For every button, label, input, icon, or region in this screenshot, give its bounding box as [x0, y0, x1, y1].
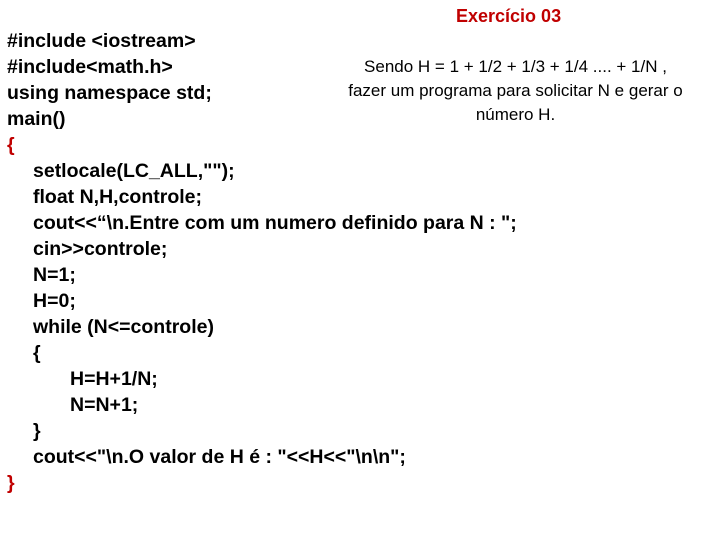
- code-line-cout-prompt: cout<<“\n.Entre com um numero definido para N : ";: [33, 212, 517, 234]
- code-line-include-math: #include<math.h>: [7, 56, 173, 78]
- description-line: número H.: [475, 105, 556, 124]
- code-line-cout-result: cout<<"\n.O valor de H é : "<<H<<"\n\n";: [33, 446, 406, 468]
- code-line-while-close-brace: }: [33, 420, 41, 442]
- code-line-while: while (N<=controle): [33, 316, 214, 338]
- code-line-open-brace: {: [7, 134, 15, 156]
- slide-title: Exercício 03: [456, 6, 562, 26]
- code-line-main: main(): [7, 108, 66, 130]
- code-line-float-decl: float N,H,controle;: [33, 186, 202, 208]
- code-line-h-init: H=0;: [33, 290, 76, 312]
- code-line-h-update: H=H+1/N;: [70, 368, 158, 390]
- code-line-n-init: N=1;: [33, 264, 76, 286]
- code-line-namespace: using namespace std;: [7, 82, 212, 104]
- code-line-n-increment: N=N+1;: [70, 394, 139, 416]
- code-line-cin: cin>>controle;: [33, 238, 168, 260]
- description-line: fazer um programa para solicitar N e gerar o: [348, 81, 683, 100]
- code-line-setlocale: setlocale(LC_ALL,"");: [33, 160, 235, 182]
- description-line: Sendo H = 1 + 1/2 + 1/3 + 1/4 .... + 1/N ,: [364, 57, 667, 76]
- code-line-include-iostream: #include <iostream>: [7, 30, 196, 52]
- code-line-while-open-brace: {: [33, 342, 41, 364]
- code-line-close-brace: }: [7, 472, 15, 494]
- exercise-description: [313, 55, 718, 127]
